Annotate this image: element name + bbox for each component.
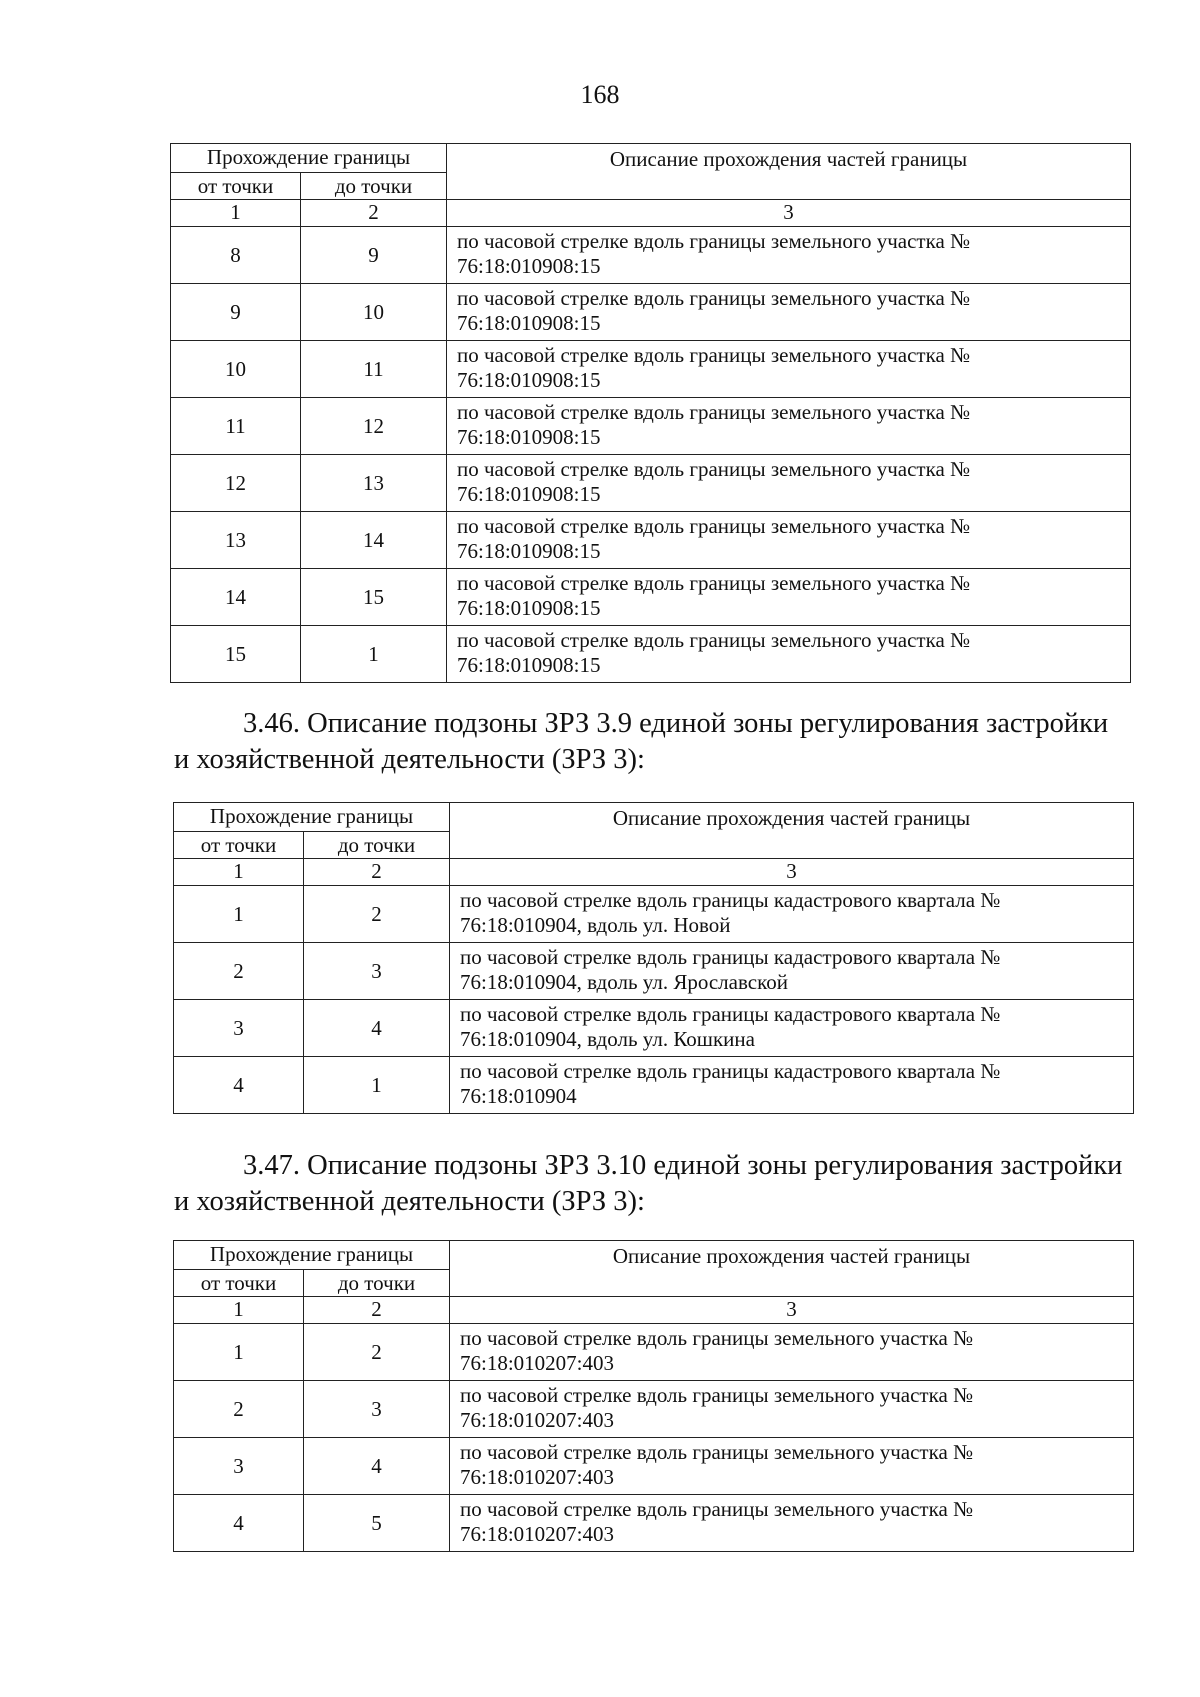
to-point-cell: 12 [301,398,447,455]
description-cell [447,512,1131,569]
from-point-cell: 2 [174,1381,304,1438]
cadastral-number: 76:18:010207:403 [460,1351,615,1375]
column-number-1: 1 [171,200,301,227]
from-point-cell: 1 [174,1324,304,1381]
table-row [174,1438,1134,1495]
table-row [174,886,1134,943]
cadastral-number: 76:18:010207:403 [460,1408,615,1432]
description-cell [450,1000,1134,1057]
cadastral-number: 76:18:010908:15 [457,254,601,278]
to-point-cell: 4 [304,1438,450,1495]
header-passage: Прохождение границы [174,803,450,832]
description-line: по часовой стрелке вдоль границы земельного участка № [457,457,971,481]
section-heading-line: 3.47. Описание подзоны ЗРЗ 3.10 единой зоны регулирования застройки [243,1150,1123,1181]
to-point-cell: 2 [304,886,450,943]
header-from-point: от точки [174,1270,304,1297]
description-cell [450,1438,1134,1495]
to-point-cell: 5 [304,1495,450,1552]
from-point-cell: 11 [171,398,301,455]
boundary-table-1 [170,143,1131,683]
header-to-point: до точки [301,173,447,200]
table-row [171,455,1131,512]
cadastral-number: 76:18:010908:15 [457,368,601,392]
from-point-cell: 15 [171,626,301,683]
cadastral-number: 76:18:010904, вдоль ул. Новой [460,913,731,937]
table-row [174,1381,1134,1438]
to-point-cell: 10 [301,284,447,341]
description-cell [450,943,1134,1000]
from-point-cell: 3 [174,1438,304,1495]
column-number-2: 2 [304,1297,450,1324]
table-row [171,341,1131,398]
cadastral-number: 76:18:010207:403 [460,1522,615,1546]
header-description: Описание прохождения частей границы [447,144,1131,200]
section-3-46-heading [174,706,1134,778]
from-point-cell: 9 [171,284,301,341]
from-point-cell: 3 [174,1000,304,1057]
section-heading-line: 3.46. Описание подзоны ЗРЗ 3.9 единой зоны регулирования застройки [243,708,1109,739]
from-point-cell: 14 [171,569,301,626]
section-heading-line: и хозяйственной деятельности (ЗРЗ 3): [174,1186,645,1217]
description-cell [450,1495,1134,1552]
description-cell [447,341,1131,398]
description-line: по часовой стрелке вдоль границы земельного участка № [457,343,971,367]
description-line: по часовой стрелке вдоль границы кадастрового квартала № [460,1002,1001,1026]
table-row [174,1000,1134,1057]
description-cell [450,886,1134,943]
description-line: по часовой стрелке вдоль границы земельного участка № [460,1326,974,1350]
description-cell [450,1381,1134,1438]
table-row [171,626,1131,683]
column-number-1: 1 [174,859,304,886]
column-number-3: 3 [450,859,1134,886]
cadastral-number: 76:18:010904 [460,1084,577,1108]
table-row [174,1324,1134,1381]
description-cell [450,1324,1134,1381]
to-point-cell: 9 [301,227,447,284]
header-passage: Прохождение границы [171,144,447,173]
table-row [174,1057,1134,1114]
cadastral-number: 76:18:010904, вдоль ул. Кошкина [460,1027,755,1051]
description-cell [447,455,1131,512]
table-row [171,284,1131,341]
cadastral-number: 76:18:010908:15 [457,596,601,620]
table-row [171,512,1131,569]
table-row [171,227,1131,284]
header-passage: Прохождение границы [174,1241,450,1270]
cadastral-number: 76:18:010207:403 [460,1465,615,1489]
to-point-cell: 1 [301,626,447,683]
to-point-cell: 3 [304,943,450,1000]
from-point-cell: 12 [171,455,301,512]
description-line: по часовой стрелке вдоль границы земельного участка № [457,514,971,538]
to-point-cell: 3 [304,1381,450,1438]
page-number: 168 [580,80,620,109]
description-line: по часовой стрелке вдоль границы земельного участка № [457,400,971,424]
table-row [171,569,1131,626]
description-line: по часовой стрелке вдоль границы земельного участка № [457,286,971,310]
description-cell [447,284,1131,341]
cadastral-number: 76:18:010908:15 [457,482,601,506]
description-line: по часовой стрелке вдоль границы кадастрового квартала № [460,888,1001,912]
description-cell [447,626,1131,683]
column-number-1: 1 [174,1297,304,1324]
description-line: по часовой стрелке вдоль границы кадастрового квартала № [460,1059,1001,1083]
from-point-cell: 10 [171,341,301,398]
boundary-table-3 [173,1240,1134,1552]
table-row [174,1495,1134,1552]
header-from-point: от точки [171,173,301,200]
description-line: по часовой стрелке вдоль границы кадастрового квартала № [460,945,1001,969]
header-to-point: до точки [304,1270,450,1297]
from-point-cell: 2 [174,943,304,1000]
to-point-cell: 2 [304,1324,450,1381]
column-number-3: 3 [447,200,1131,227]
description-line: по часовой стрелке вдоль границы земельного участка № [460,1383,974,1407]
cadastral-number: 76:18:010904, вдоль ул. Ярославской [460,970,788,994]
description-line: по часовой стрелке вдоль границы земельного участка № [460,1440,974,1464]
to-point-cell: 14 [301,512,447,569]
description-line: по часовой стрелке вдоль границы земельного участка № [457,571,971,595]
section-heading-line: и хозяйственной деятельности (ЗРЗ 3): [174,744,645,775]
from-point-cell: 4 [174,1057,304,1114]
column-number-2: 2 [304,859,450,886]
description-cell [447,227,1131,284]
description-cell [447,569,1131,626]
column-number-2: 2 [301,200,447,227]
to-point-cell: 13 [301,455,447,512]
from-point-cell: 1 [174,886,304,943]
description-line: по часовой стрелке вдоль границы земельного участка № [460,1497,974,1521]
header-from-point: от точки [174,832,304,859]
to-point-cell: 11 [301,341,447,398]
column-number-3: 3 [450,1297,1134,1324]
header-description: Описание прохождения частей границы [450,1241,1134,1297]
table-row [171,398,1131,455]
to-point-cell: 15 [301,569,447,626]
description-cell [447,398,1131,455]
header-to-point: до точки [304,832,450,859]
description-line: по часовой стрелке вдоль границы земельного участка № [457,229,971,253]
to-point-cell: 1 [304,1057,450,1114]
header-description: Описание прохождения частей границы [450,803,1134,859]
table-row [174,943,1134,1000]
boundary-table-2 [173,802,1134,1114]
cadastral-number: 76:18:010908:15 [457,311,601,335]
section-3-47-heading [174,1148,1134,1220]
cadastral-number: 76:18:010908:15 [457,425,601,449]
from-point-cell: 8 [171,227,301,284]
cadastral-number: 76:18:010908:15 [457,539,601,563]
description-line: по часовой стрелке вдоль границы земельного участка № [457,628,971,652]
cadastral-number: 76:18:010908:15 [457,653,601,677]
from-point-cell: 4 [174,1495,304,1552]
to-point-cell: 4 [304,1000,450,1057]
description-cell [450,1057,1134,1114]
from-point-cell: 13 [171,512,301,569]
